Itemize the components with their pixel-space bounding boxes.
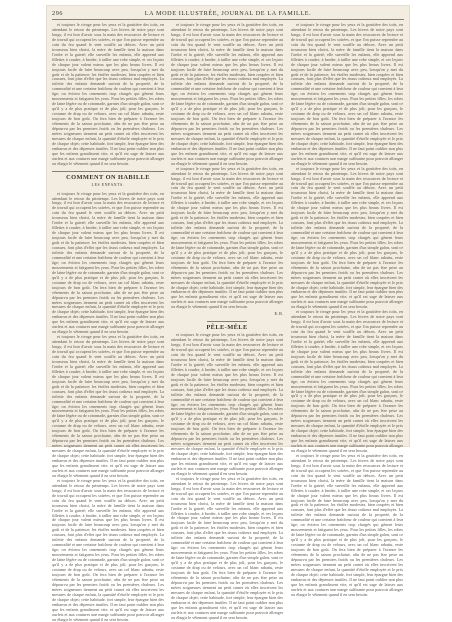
article-title-pele-mele: PÊLE-MÊLE: [206, 324, 248, 332]
divider: [52, 171, 164, 172]
paragraph: et toujours le rivage pour les yeux et la gouttière des toits, en attendant le retour du printemps. Les hivers de notre pays sont longs; il est bon d'avoir sous la main des ressources de lecture et de travail qui occupent les soirées, et que l'on puisse reprendre au coin du feu quand le vent souffle au dehors. Avec un petit trousseau bien choisi, la mère de famille tient la maison dans l'ordre et la gaieté; elle surveille les enfants, elle apprend aux fillettes à coudre, à broder, à tailler une robe simple, et ces leçons de chaque jour valent mieux que les plus beaux livres. Il est toujours facile de faire beaucoup avec peu, lorsqu'on y met du goût et de la patience; les étoffes modestes, bien coupées et bien cousues, font plus d'effet que les tissus coûteux mal employés. La toilette des enfants demande surtout de la propreté, de la commodité et une certaine fraîcheur de couleur qui convient à leur âge; on évitera les ornements trop chargés qui gênent leurs mouvements et fatiguent les yeux. Pour les petites filles, les robes de laine légère ou de cotonnade, garnies d'un simple galon, sont ce qu'il y a de plus pratique et de plus joli; pour les garçons, le costume de drap ou de velours, avec un col blanc rabattu, reste toujours de bon goût. On fera bien de préparer à l'avance les vêtements de la saison prochaine, afin de ne pas être prise au dépourvu par les premiers froids ou les premières chaleurs. Les mères soigneuses tiennent un petit carnet où elles inscrivent les mesures de chaque enfant, la quantité d'étoffe employée et le prix de chaque objet; cette habitude, fort simple, leur épargne bien des embarras et des dépenses inutiles. Il ne faut point oublier non plus que les enfants grandissent vite, et qu'il est sage de laisser aux ourlets et aux coutures une marge suffisante pour pouvoir allonger ou élargir le vêtement quand il en sera besoin.: [291, 165, 403, 310]
divider: [207, 321, 247, 322]
paragraph: et toujours le rivage pour les yeux et la gouttière des toits, en attendant le retour du printemps. Les hivers de notre pays sont longs; il est bon d'avoir sous la main des ressources de lecture et de travail qui occupent les soirées, et que l'on puisse reprendre au coin du feu quand le vent souffle au dehors. Avec un petit trousseau bien choisi, la mère de famille tient la maison dans l'ordre et la gaieté; elle surveille les enfants, elle apprend aux fillettes à coudre, à broder, à tailler une robe simple, et ces leçons de chaque jour valent mieux que les plus beaux livres. Il est toujours facile de faire beaucoup avec peu, lorsqu'on y met du goût et de la patience; les étoffes modestes, bien coupées et bien cousues, font plus d'effet que les tissus coûteux mal employés. La toilette des enfants demande surtout de la propreté, de la commodité et une certaine fraîcheur de couleur qui convient à leur âge; on évitera les ornements trop chargés qui gênent leurs mouvements et fatiguent les yeux. Pour les petites filles, les robes de laine légère ou de cotonnade, garnies d'un simple galon, sont ce qu'il y a de plus pratique et de plus joli; pour les garçons, le costume de drap ou de velours, avec un col blanc rabattu, reste toujours de bon goût. On fera bien de préparer à l'avance les vêtements de la saison prochaine, afin de ne pas être prise au dépourvu par les premiers froids ou les premières chaleurs. Les mères soigneuses tiennent un petit carnet où elles inscrivent les mesures de chaque enfant, la quantité d'étoffe employée et le prix de chaque objet; cette habitude, fort simple, leur épargne bien des embarras et des dépenses inutiles. Il ne faut point oublier non plus que les enfants grandissent vite, et qu'il est sage de laisser aux ourlets et aux coutures une marge suffisante pour pouvoir allonger ou élargir le vêtement quand il en sera besoin.: [52, 190, 164, 335]
column-1: [52, 23, 164, 622]
journal-title: LA MODE ILLUSTRÉE, JOURNAL DE LA FAMILLE.: [144, 10, 312, 17]
paragraph: et toujours le rivage pour les yeux et la gouttière des toits, en attendant le retour du printemps. Les hivers de notre pays sont longs; il est bon d'avoir sous la main des ressources de lecture et de travail qui occupent les soirées, et que l'on puisse reprendre au coin du feu quand le vent souffle au dehors. Avec un petit trousseau bien choisi, la mère de famille tient la maison dans l'ordre et la gaieté; elle surveille les enfants, elle apprend aux fillettes à coudre, à broder, à tailler une robe simple, et ces leçons de chaque jour valent mieux que les plus beaux livres. Il est toujours facile de faire beaucoup avec peu, lorsqu'on y met du goût et de la patience; les étoffes modestes, bien coupées et bien cousues, font plus d'effet que les tissus coûteux mal employés. La toilette des enfants demande surtout de la propreté, de la commodité et une certaine fraîcheur de couleur qui convient à leur âge; on évitera les ornements trop chargés qui gênent leurs mouvements et fatiguent les yeux. Pour les petites filles, les robes de laine légère ou de cotonnade, garnies d'un simple galon, sont ce qu'il y a de plus pratique et de plus joli; pour les garçons, le costume de drap ou de velours, avec un col blanc rabattu, reste toujours de bon goût. On fera bien de préparer à l'avance les vêtements de la saison prochaine, afin de ne pas être prise au dépourvu par les premiers froids ou les premières chaleurs. Les mères soigneuses tiennent un petit carnet où elles inscrivent les mesures de chaque enfant, la quantité d'étoffe employée et le prix de chaque objet; cette habitude, fort simple, leur épargne bien des embarras et des dépenses inutiles. Il ne faut point oublier non plus que les enfants grandissent vite, et qu'il est sage de laisser aux ourlets et aux coutures une marge suffisante pour pouvoir allonger ou élargir le vêtement quand il en sera besoin.: [171, 165, 283, 310]
column-3: [291, 23, 403, 598]
page-number: 296: [52, 10, 64, 17]
paragraph: et toujours le rivage pour les yeux et la gouttière des toits, en attendant le retour du printemps. Les hivers de notre pays sont longs; il est bon d'avoir sous la main des ressources de lecture et de travail qui occupent les soirées, et que l'on puisse reprendre au coin du feu quand le vent souffle au dehors. Avec un petit trousseau bien choisi, la mère de famille tient la maison dans l'ordre et la gaieté; elle surveille les enfants, elle apprend aux fillettes à coudre, à broder, à tailler une robe simple, et ces leçons de chaque jour valent mieux que les plus beaux livres. Il est toujours facile de faire beaucoup avec peu, lorsqu'on y met du goût et de la patience; les étoffes modestes, bien coupées et bien cousues, font plus d'effet que les tissus coûteux mal employés. La toilette des enfants demande surtout de la propreté, de la commodité et une certaine fraîcheur de couleur qui convient à leur âge; on évitera les ornements trop chargés qui gênent leurs mouvements et fatiguent les yeux. Pour les petites filles, les robes de laine légère ou de cotonnade, garnies d'un simple galon, sont ce qu'il y a de plus pratique et de plus joli; pour les garçons, le costume de drap ou de velours, avec un col blanc rabattu, reste toujours de bon goût. On fera bien de préparer à l'avance les vêtements de la saison prochaine, afin de ne pas être prise au dépourvu par les premiers froids ou les premières chaleurs. Les mères soigneuses tiennent un petit carnet où elles inscrivent les mesures de chaque enfant, la quantité d'étoffe employée et le prix de chaque objet; cette habitude, fort simple, leur épargne bien des embarras et des dépenses inutiles. Il ne faut point oublier non plus que les enfants grandissent vite, et qu'il est sage de laisser aux ourlets et aux coutures une marge suffisante pour pouvoir allonger ou élargir le vêtement quand il en sera besoin.: [171, 475, 283, 620]
paragraph: et toujours le rivage pour les yeux et la gouttière des toits, en attendant le retour du printemps. Les hivers de notre pays sont longs; il est bon d'avoir sous la main des ressources de lecture et de travail qui occupent les soirées, et que l'on puisse reprendre au coin du feu quand le vent souffle au dehors. Avec un petit trousseau bien choisi, la mère de famille tient la maison dans l'ordre et la gaieté; elle surveille les enfants, elle apprend aux fillettes à coudre, à broder, à tailler une robe simple, et ces leçons de chaque jour valent mieux que les plus beaux livres. Il est toujours facile de faire beaucoup avec peu, lorsqu'on y met du goût et de la patience; les étoffes modestes, bien coupées et bien cousues, font plus d'effet que les tissus coûteux mal employés. La toilette des enfants demande surtout de la propreté, de la commodité et une certaine fraîcheur de couleur qui convient à leur âge; on évitera les ornements trop chargés qui gênent leurs mouvements et fatiguent les yeux. Pour les petites filles, les robes de laine légère ou de cotonnade, garnies d'un simple galon, sont ce qu'il y a de plus pratique et de plus joli; pour les garçons, le costume de drap ou de velours, avec un col blanc rabattu, reste toujours de bon goût. On fera bien de préparer à l'avance les vêtements de la saison prochaine, afin de ne pas être prise au dépourvu par les premiers froids ou les premières chaleurs. Les mères soigneuses tiennent un petit carnet où elles inscrivent les mesures de chaque enfant, la quantité d'étoffe employée et le prix de chaque objet; cette habitude, fort simple, leur épargne bien des embarras et des dépenses inutiles. Il ne faut point oublier non plus que les enfants grandissent vite, et qu'il est sage de laisser aux ourlets et aux coutures une marge suffisante pour pouvoir allonger ou élargir le vêtement quand il en sera besoin.: [52, 477, 164, 622]
paragraph: et toujours le rivage pour les yeux et la gouttière des toits, en attendant le retour du printemps. Les hivers de notre pays sont longs; il est bon d'avoir sous la main des ressources de lecture et de travail qui occupent les soirées, et que l'on puisse reprendre au coin du feu quand le vent souffle au dehors. Avec un petit trousseau bien choisi, la mère de famille tient la maison dans l'ordre et la gaieté; elle surveille les enfants, elle apprend aux fillettes à coudre, à broder, à tailler une robe simple, et ces leçons de chaque jour valent mieux que les plus beaux livres. Il est toujours facile de faire beaucoup avec peu, lorsqu'on y met du goût et de la patience; les étoffes modestes, bien coupées et bien cousues, font plus d'effet que les tissus coûteux mal employés. La toilette des enfants demande surtout de la propreté, de la commodité et une certaine fraîcheur de couleur qui convient à leur âge; on évitera les ornements trop chargés qui gênent leurs mouvements et fatiguent les yeux. Pour les petites filles, les robes de laine légère ou de cotonnade, garnies d'un simple galon, sont ce qu'il y a de plus pratique et de plus joli; pour les garçons, le costume de drap ou de velours, avec un col blanc rabattu, reste toujours de bon goût. On fera bien de préparer à l'avance les vêtements de la saison prochaine, afin de ne pas être prise au dépourvu par les premiers froids ou les premières chaleurs. Les mères soigneuses tiennent un petit carnet où elles inscrivent les mesures de chaque enfant, la quantité d'étoffe employée et le prix de chaque objet; cette habitude, fort simple, leur épargne bien des embarras et des dépenses inutiles. Il ne faut point oublier non plus que les enfants grandissent vite, et qu'il est sage de laisser aux ourlets et aux coutures une marge suffisante pour pouvoir allonger ou élargir le vêtement quand il en sera besoin.: [171, 22, 283, 166]
paragraph: et toujours le rivage pour les yeux et la gouttière des toits, en attendant le retour du printemps. Les hivers de notre pays sont longs; il est bon d'avoir sous la main des ressources de lecture et de travail qui occupent les soirées, et que l'on puisse reprendre au coin du feu quand le vent souffle au dehors. Avec un petit trousseau bien choisi, la mère de famille tient la maison dans l'ordre et la gaieté; elle surveille les enfants, elle apprend aux fillettes à coudre, à broder, à tailler une robe simple, et ces leçons de chaque jour valent mieux que les plus beaux livres. Il est toujours facile de faire beaucoup avec peu, lorsqu'on y met du goût et de la patience; les étoffes modestes, bien coupées et bien cousues, font plus d'effet que les tissus coûteux mal employés. La toilette des enfants demande surtout de la propreté, de la commodité et une certaine fraîcheur de couleur qui convient à leur âge; on évitera les ornements trop chargés qui gênent leurs mouvements et fatiguent les yeux. Pour les petites filles, les robes de laine légère ou de cotonnade, garnies d'un simple galon, sont ce qu'il y a de plus pratique et de plus joli; pour les garçons, le costume de drap ou de velours, avec un col blanc rabattu, reste toujours de bon goût. On fera bien de préparer à l'avance les vêtements de la saison prochaine, afin de ne pas être prise au dépourvu par les premiers froids ou les premières chaleurs. Les mères soigneuses tiennent un petit carnet où elles inscrivent les mesures de chaque enfant, la quantité d'étoffe employée et le prix de chaque objet; cette habitude, fort simple, leur épargne bien des embarras et des dépenses inutiles. Il ne faut point oublier non plus que les enfants grandissent vite, et qu'il est sage de laisser aux ourlets et aux coutures une marge suffisante pour pouvoir allonger ou élargir le vêtement quand il en sera besoin.: [291, 22, 403, 166]
column-2: [171, 23, 283, 620]
paragraph: et toujours le rivage pour les yeux et la gouttière des toits, en attendant le retour du printemps. Les hivers de notre pays sont longs; il est bon d'avoir sous la main des ressources de lecture et de travail qui occupent les soirées, et que l'on puisse reprendre au coin du feu quand le vent souffle au dehors. Avec un petit trousseau bien choisi, la mère de famille tient la maison dans l'ordre et la gaieté; elle surveille les enfants, elle apprend aux fillettes à coudre, à broder, à tailler une robe simple, et ces leçons de chaque jour valent mieux que les plus beaux livres. Il est toujours facile de faire beaucoup avec peu, lorsqu'on y met du goût et de la patience; les étoffes modestes, bien coupées et bien cousues, font plus d'effet que les tissus coûteux mal employés. La toilette des enfants demande surtout de la propreté, de la commodité et une certaine fraîcheur de couleur qui convient à leur âge; on évitera les ornements trop chargés qui gênent leurs mouvements et fatiguent les yeux. Pour les petites filles, les robes de laine légère ou de cotonnade, garnies d'un simple galon, sont ce qu'il y a de plus pratique et de plus joli; pour les garçons, le costume de drap ou de velours, avec un col blanc rabattu, reste toujours de bon goût. On fera bien de préparer à l'avance les vêtements de la saison prochaine, afin de ne pas être prise au dépourvu par les premiers froids ou les premières chaleurs. Les mères soigneuses tiennent un petit carnet où elles inscrivent les mesures de chaque enfant, la quantité d'étoffe employée et le prix de chaque objet; cette habitude, fort simple, leur épargne bien des embarras et des dépenses inutiles. Il ne faut point oublier non plus que les enfants grandissent vite, et qu'il est sage de laisser aux ourlets et aux coutures une marge suffisante pour pouvoir allonger ou élargir le vêtement quand il en sera besoin.: [171, 332, 283, 476]
magazine-page: [46, 5, 410, 622]
paragraph: et toujours le rivage pour les yeux et la gouttière des toits, en attendant le retour du printemps. Les hivers de notre pays sont longs; il est bon d'avoir sous la main des ressources de lecture et de travail qui occupent les soirées, et que l'on puisse reprendre au coin du feu quand le vent souffle au dehors. Avec un petit trousseau bien choisi, la mère de famille tient la maison dans l'ordre et la gaieté; elle surveille les enfants, elle apprend aux fillettes à coudre, à broder, à tailler une robe simple, et ces leçons de chaque jour valent mieux que les plus beaux livres. Il est toujours facile de faire beaucoup avec peu, lorsqu'on y met du goût et de la patience; les étoffes modestes, bien coupées et bien cousues, font plus d'effet que les tissus coûteux mal employés. La toilette des enfants demande surtout de la propreté, de la commodité et une certaine fraîcheur de couleur qui convient à leur âge; on évitera les ornements trop chargés qui gênent leurs mouvements et fatiguent les yeux. Pour les petites filles, les robes de laine légère ou de cotonnade, garnies d'un simple galon, sont ce qu'il y a de plus pratique et de plus joli; pour les garçons, le costume de drap ou de velours, avec un col blanc rabattu, reste toujours de bon goût. On fera bien de préparer à l'avance les vêtements de la saison prochaine, afin de ne pas être prise au dépourvu par les premiers froids ou les premières chaleurs. Les mères soigneuses tiennent un petit carnet où elles inscrivent les mesures de chaque enfant, la quantité d'étoffe employée et le prix de chaque objet; cette habitude, fort simple, leur épargne bien des embarras et des dépenses inutiles. Il ne faut point oublier non plus que les enfants grandissent vite, et qu'il est sage de laisser aux ourlets et aux coutures une marge suffisante pour pouvoir allonger ou élargir le vêtement quand il en sera besoin.: [291, 452, 403, 597]
article-subtitle-enfants: LES ENFANTS.: [91, 182, 125, 187]
signature: E. R.: [274, 311, 283, 317]
paragraph: et toujours le rivage pour les yeux et la gouttière des toits, en attendant le retour du printemps. Les hivers de notre pays sont longs; il est bon d'avoir sous la main des ressources de lecture et de travail qui occupent les soirées, et que l'on puisse reprendre au coin du feu quand le vent souffle au dehors. Avec un petit trousseau bien choisi, la mère de famille tient la maison dans l'ordre et la gaieté; elle surveille les enfants, elle apprend aux fillettes à coudre, à broder, à tailler une robe simple, et ces leçons de chaque jour valent mieux que les plus beaux livres. Il est toujours facile de faire beaucoup avec peu, lorsqu'on y met du goût et de la patience; les étoffes modestes, bien coupées et bien cousues, font plus d'effet que les tissus coûteux mal employés. La toilette des enfants demande surtout de la propreté, de la commodité et une certaine fraîcheur de couleur qui convient à leur âge; on évitera les ornements trop chargés qui gênent leurs mouvements et fatiguent les yeux. Pour les petites filles, les robes de laine légère ou de cotonnade, garnies d'un simple galon, sont ce qu'il y a de plus pratique et de plus joli; pour les garçons, le costume de drap ou de velours, avec un col blanc rabattu, reste toujours de bon goût. On fera bien de préparer à l'avance les vêtements de la saison prochaine, afin de ne pas être prise au dépourvu par les premiers froids ou les premières chaleurs. Les mères soigneuses tiennent un petit carnet où elles inscrivent les mesures de chaque enfant, la quantité d'étoffe employée et le prix de chaque objet; cette habitude, fort simple, leur épargne bien des embarras et des dépenses inutiles. Il ne faut point oublier non plus que les enfants grandissent vite, et qu'il est sage de laisser aux ourlets et aux coutures une marge suffisante pour pouvoir allonger ou élargir le vêtement quand il en sera besoin.: [52, 22, 164, 166]
paragraph: et toujours le rivage pour les yeux et la gouttière des toits, en attendant le retour du printemps. Les hivers de notre pays sont longs; il est bon d'avoir sous la main des ressources de lecture et de travail qui occupent les soirées, et que l'on puisse reprendre au coin du feu quand le vent souffle au dehors. Avec un petit trousseau bien choisi, la mère de famille tient la maison dans l'ordre et la gaieté; elle surveille les enfants, elle apprend aux fillettes à coudre, à broder, à tailler une robe simple, et ces leçons de chaque jour valent mieux que les plus beaux livres. Il est toujours facile de faire beaucoup avec peu, lorsqu'on y met du goût et de la patience; les étoffes modestes, bien coupées et bien cousues, font plus d'effet que les tissus coûteux mal employés. La toilette des enfants demande surtout de la propreté, de la commodité et une certaine fraîcheur de couleur qui convient à leur âge; on évitera les ornements trop chargés qui gênent leurs mouvements et fatiguent les yeux. Pour les petites filles, les robes de laine légère ou de cotonnade, garnies d'un simple galon, sont ce qu'il y a de plus pratique et de plus joli; pour les garçons, le costume de drap ou de velours, avec un col blanc rabattu, reste toujours de bon goût. On fera bien de préparer à l'avance les vêtements de la saison prochaine, afin de ne pas être prise au dépourvu par les premiers froids ou les premières chaleurs. Les mères soigneuses tiennent un petit carnet où elles inscrivent les mesures de chaque enfant, la quantité d'étoffe employée et le prix de chaque objet; cette habitude, fort simple, leur épargne bien des embarras et des dépenses inutiles. Il ne faut point oublier non plus que les enfants grandissent vite, et qu'il est sage de laisser aux ourlets et aux coutures une marge suffisante pour pouvoir allonger ou élargir le vêtement quand il en sera besoin.: [52, 334, 164, 478]
article-title-habille: COMMENT ON HABILLE: [66, 173, 150, 181]
page-header: [52, 9, 404, 20]
paragraph: et toujours le rivage pour les yeux et la gouttière des toits, en attendant le retour du printemps. Les hivers de notre pays sont longs; il est bon d'avoir sous la main des ressources de lecture et de travail qui occupent les soirées, et que l'on puisse reprendre au coin du feu quand le vent souffle au dehors. Avec un petit trousseau bien choisi, la mère de famille tient la maison dans l'ordre et la gaieté; elle surveille les enfants, elle apprend aux fillettes à coudre, à broder, à tailler une robe simple, et ces leçons de chaque jour valent mieux que les plus beaux livres. Il est toujours facile de faire beaucoup avec peu, lorsqu'on y met du goût et de la patience; les étoffes modestes, bien coupées et bien cousues, font plus d'effet que les tissus coûteux mal employés. La toilette des enfants demande surtout de la propreté, de la commodité et une certaine fraîcheur de couleur qui convient à leur âge; on évitera les ornements trop chargés qui gênent leurs mouvements et fatiguent les yeux. Pour les petites filles, les robes de laine légère ou de cotonnade, garnies d'un simple galon, sont ce qu'il y a de plus pratique et de plus joli; pour les garçons, le costume de drap ou de velours, avec un col blanc rabattu, reste toujours de bon goût. On fera bien de préparer à l'avance les vêtements de la saison prochaine, afin de ne pas être prise au dépourvu par les premiers froids ou les premières chaleurs. Les mères soigneuses tiennent un petit carnet où elles inscrivent les mesures de chaque enfant, la quantité d'étoffe employée et le prix de chaque objet; cette habitude, fort simple, leur épargne bien des embarras et des dépenses inutiles. Il ne faut point oublier non plus que les enfants grandissent vite, et qu'il est sage de laisser aux ourlets et aux coutures une marge suffisante pour pouvoir allonger ou élargir le vêtement quand il en sera besoin.: [291, 309, 403, 453]
